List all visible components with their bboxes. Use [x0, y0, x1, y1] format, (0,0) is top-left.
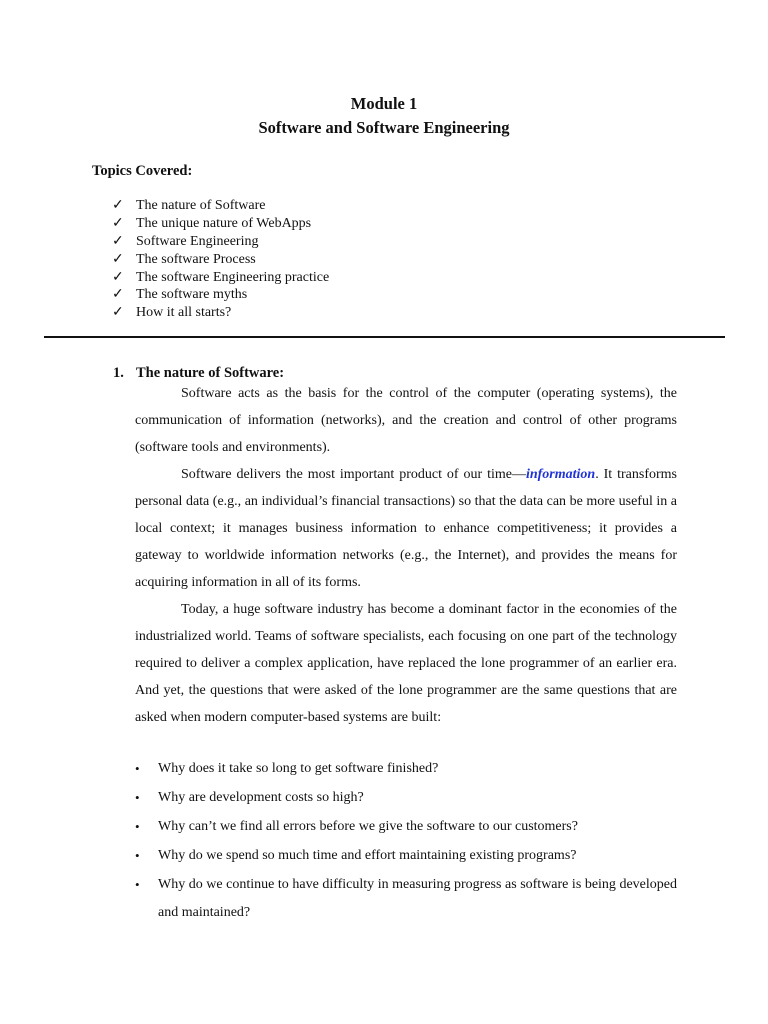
section-title: The nature of Software:: [136, 365, 285, 381]
question-text: Why can’t we find all errors before we give the software to our customers?: [158, 819, 578, 834]
paragraph-text: Software delivers the most important product of our time—: [181, 467, 526, 482]
question-text: Why do we continue to have difficulty in measuring progress as software is being developed and maintained?: [158, 877, 677, 920]
checkmark-icon: ✓: [112, 215, 124, 231]
question-text: Why are development costs so high?: [158, 790, 364, 805]
topic-label: How it all starts?: [136, 305, 232, 321]
topic-item: [112, 233, 329, 251]
horizontal-divider: [44, 336, 725, 338]
paragraph-text: . It transforms personal data (e.g., an individual’s financial transactions) so that the data can be more useful in a local context; it manages business information to enhance competitiveness; it provides a gateway to worldwide information networks (e.g., the Internet), and provides the means for acquiring information in all of its forms.: [135, 467, 677, 590]
topic-label: The software Process: [136, 251, 256, 267]
question-text: Why do we spend so much time and effort maintaining existing programs?: [158, 848, 577, 863]
module-label: Module 1: [350, 94, 418, 113]
question-item: [135, 871, 677, 927]
checkmark-icon: ✓: [112, 305, 124, 321]
topics-list: [112, 197, 329, 322]
question-item: [135, 842, 677, 869]
page-title: Software and Software Engineering: [258, 118, 510, 137]
bullet-icon: •: [135, 877, 140, 892]
topic-item: [112, 251, 329, 269]
section-number: 1.: [113, 365, 124, 381]
topic-item: [112, 286, 329, 304]
topic-label: The software Engineering practice: [136, 269, 330, 285]
question-item: [135, 813, 677, 840]
paragraph-software-industry: Today, a huge software industry has become a dominant factor in the economies of the industrialized world. Teams of software specialists, each focusing on one part of the technology required to deliver a complex application, have replaced the lone programmer of an earlier era. And yet, the questions that were asked of the lone programmer are the same questions that are asked when modern computer-based systems are built:: [135, 602, 677, 725]
checkmark-icon: ✓: [112, 251, 124, 267]
paragraph-information: [135, 461, 677, 596]
topic-item: [112, 197, 329, 215]
topic-label: The software myths: [136, 287, 248, 303]
bullet-icon: •: [135, 790, 140, 805]
topic-item: [112, 269, 329, 287]
bullet-icon: •: [135, 848, 140, 863]
checkmark-icon: ✓: [112, 198, 124, 213]
checkmark-icon: ✓: [112, 233, 124, 249]
questions-list: [135, 755, 677, 929]
emphasis-term: information: [525, 467, 596, 482]
bullet-icon: •: [135, 761, 140, 776]
section-body: [135, 380, 677, 731]
topic-item: [112, 215, 329, 233]
topic-label: Software Engineering: [136, 233, 259, 249]
topic-item: [112, 304, 329, 322]
topic-label: The unique nature of WebApps: [136, 215, 312, 231]
topic-label: The nature of Software: [136, 198, 266, 213]
question-item: [135, 755, 677, 782]
checkmark-icon: ✓: [112, 287, 124, 303]
question-text: Why does it take so long to get software finished?: [158, 761, 439, 776]
bullet-icon: •: [135, 819, 140, 834]
paragraph-software-basis: Software acts as the basis for the control of the computer (operating systems), the communication of information (networks), and the creation and control of other programs (software tools and environments).: [135, 386, 677, 455]
topics-heading: Topics Covered:: [92, 163, 193, 179]
question-item: [135, 784, 677, 811]
checkmark-icon: ✓: [112, 269, 124, 285]
